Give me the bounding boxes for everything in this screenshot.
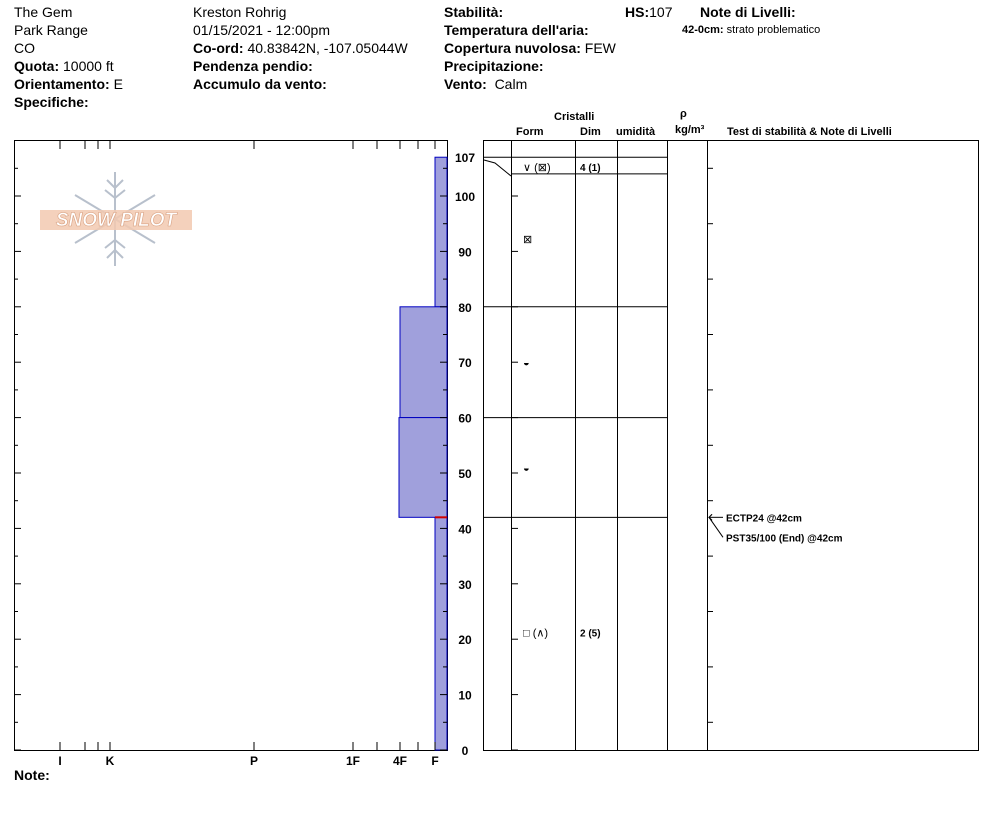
crystal-size-4: 2 (5) xyxy=(580,628,601,640)
form-header: Form xyxy=(516,126,544,138)
coord-value: 40.83842N, -107.05044W xyxy=(247,40,408,56)
hs-value: 107 xyxy=(649,4,673,20)
depth-label-30: 30 xyxy=(458,577,472,592)
density-unit: kg/m³ xyxy=(675,124,705,136)
layer-table-grid xyxy=(484,141,708,750)
crystal-form-0: ∨ (⊠) xyxy=(523,162,551,175)
depth-label-0: 0 xyxy=(461,744,469,758)
hardness-label-4F: 4F xyxy=(392,754,408,768)
hardness-bar-0 xyxy=(435,157,447,307)
hardness-bar-2 xyxy=(399,418,447,518)
layer-table-content xyxy=(523,162,601,639)
depth-axis xyxy=(455,151,713,758)
elevation-value: 10000 ft xyxy=(63,58,114,74)
moisture-header: umidità xyxy=(616,126,656,138)
depth-label-80: 80 xyxy=(458,300,472,315)
wind-label: Vento: xyxy=(444,76,487,92)
cloud-value: FEW xyxy=(584,40,616,56)
observer-name: Kreston Rohrig xyxy=(193,4,287,20)
note-label: Note: xyxy=(14,767,50,783)
crystal-form-4: □ (∧) xyxy=(523,627,549,640)
density-symbol: ρ xyxy=(680,108,687,120)
depth-label-50: 50 xyxy=(458,467,472,481)
stability-tests xyxy=(709,513,843,544)
depth-label-60: 60 xyxy=(458,411,472,426)
crystal-form-1: ⊠ xyxy=(523,233,533,246)
hardness-label-K: K xyxy=(105,754,115,768)
depth-label-90: 90 xyxy=(458,245,472,260)
crystal-form-3: ◒ xyxy=(523,462,530,475)
depth-label-20: 20 xyxy=(458,633,472,648)
hardness-label-I: I xyxy=(58,754,62,768)
specifics-label: Specifiche: xyxy=(14,94,89,110)
elevation-label: Quota: xyxy=(14,58,60,74)
size-header: Dim xyxy=(580,126,601,138)
hardness-label-F: F xyxy=(431,754,439,768)
stability-test-1: PST35/100 (End) @42cm xyxy=(726,533,843,545)
hardness-bars xyxy=(399,157,447,750)
hardness-bar-3 xyxy=(435,517,447,750)
hardness-axis-ticks xyxy=(14,141,447,750)
hardness-plot-frame xyxy=(15,141,448,751)
snowpilot-logo xyxy=(40,172,192,266)
aspect-label: Orientamento: xyxy=(14,76,110,92)
wind-value: Calm xyxy=(494,76,528,92)
cloud-label: Copertura nuvolosa: xyxy=(444,40,581,56)
test-pointer-1 xyxy=(709,517,723,537)
datetime: 01/15/2021 - 12:00pm xyxy=(193,22,330,38)
layer-note-text: strato problematico xyxy=(726,24,821,36)
state-name: CO xyxy=(14,40,35,56)
depth-label-40: 40 xyxy=(458,522,472,537)
stability-test-0: ECTP24 @42cm xyxy=(726,513,802,525)
precip-label: Precipitazione: xyxy=(444,58,544,74)
stability-label: Stabilità: xyxy=(444,4,504,20)
hardness-bar-1 xyxy=(400,307,447,418)
depth-label-107: 107 xyxy=(454,151,476,166)
hardness-label-1F: 1F xyxy=(345,754,361,768)
crystal-form-2: ◒ xyxy=(523,357,530,370)
hardness-label-P: P xyxy=(249,754,259,768)
hs-label: HS: xyxy=(625,4,650,20)
crystal-size-0: 4 (1) xyxy=(580,163,601,175)
boundary-connector xyxy=(484,160,511,176)
layer-note-depth: 42-0cm: xyxy=(682,24,724,36)
slope-label: Pendenza pendio: xyxy=(193,58,313,74)
aspect-value: E xyxy=(113,76,123,92)
tests-header: Test di stabilità & Note di Livelli xyxy=(727,126,892,138)
coord-label: Co-ord: xyxy=(193,40,244,56)
site-name: The Gem xyxy=(14,4,73,20)
wind-loading-label: Accumulo da vento: xyxy=(193,76,327,92)
depth-label-70: 70 xyxy=(458,356,472,371)
logo-text: SNOW PILOT xyxy=(55,210,177,231)
hardness-axis-labels xyxy=(58,754,438,768)
depth-label-100: 100 xyxy=(454,190,476,204)
range-name: Park Range xyxy=(14,22,88,38)
depth-label-10: 10 xyxy=(458,688,472,703)
air-temp-label: Temperatura dell'aria: xyxy=(444,22,589,38)
layer-notes-label: Note di Livelli: xyxy=(700,4,796,20)
layer-table-frame xyxy=(484,141,979,751)
crystals-header: Cristalli xyxy=(554,111,595,123)
